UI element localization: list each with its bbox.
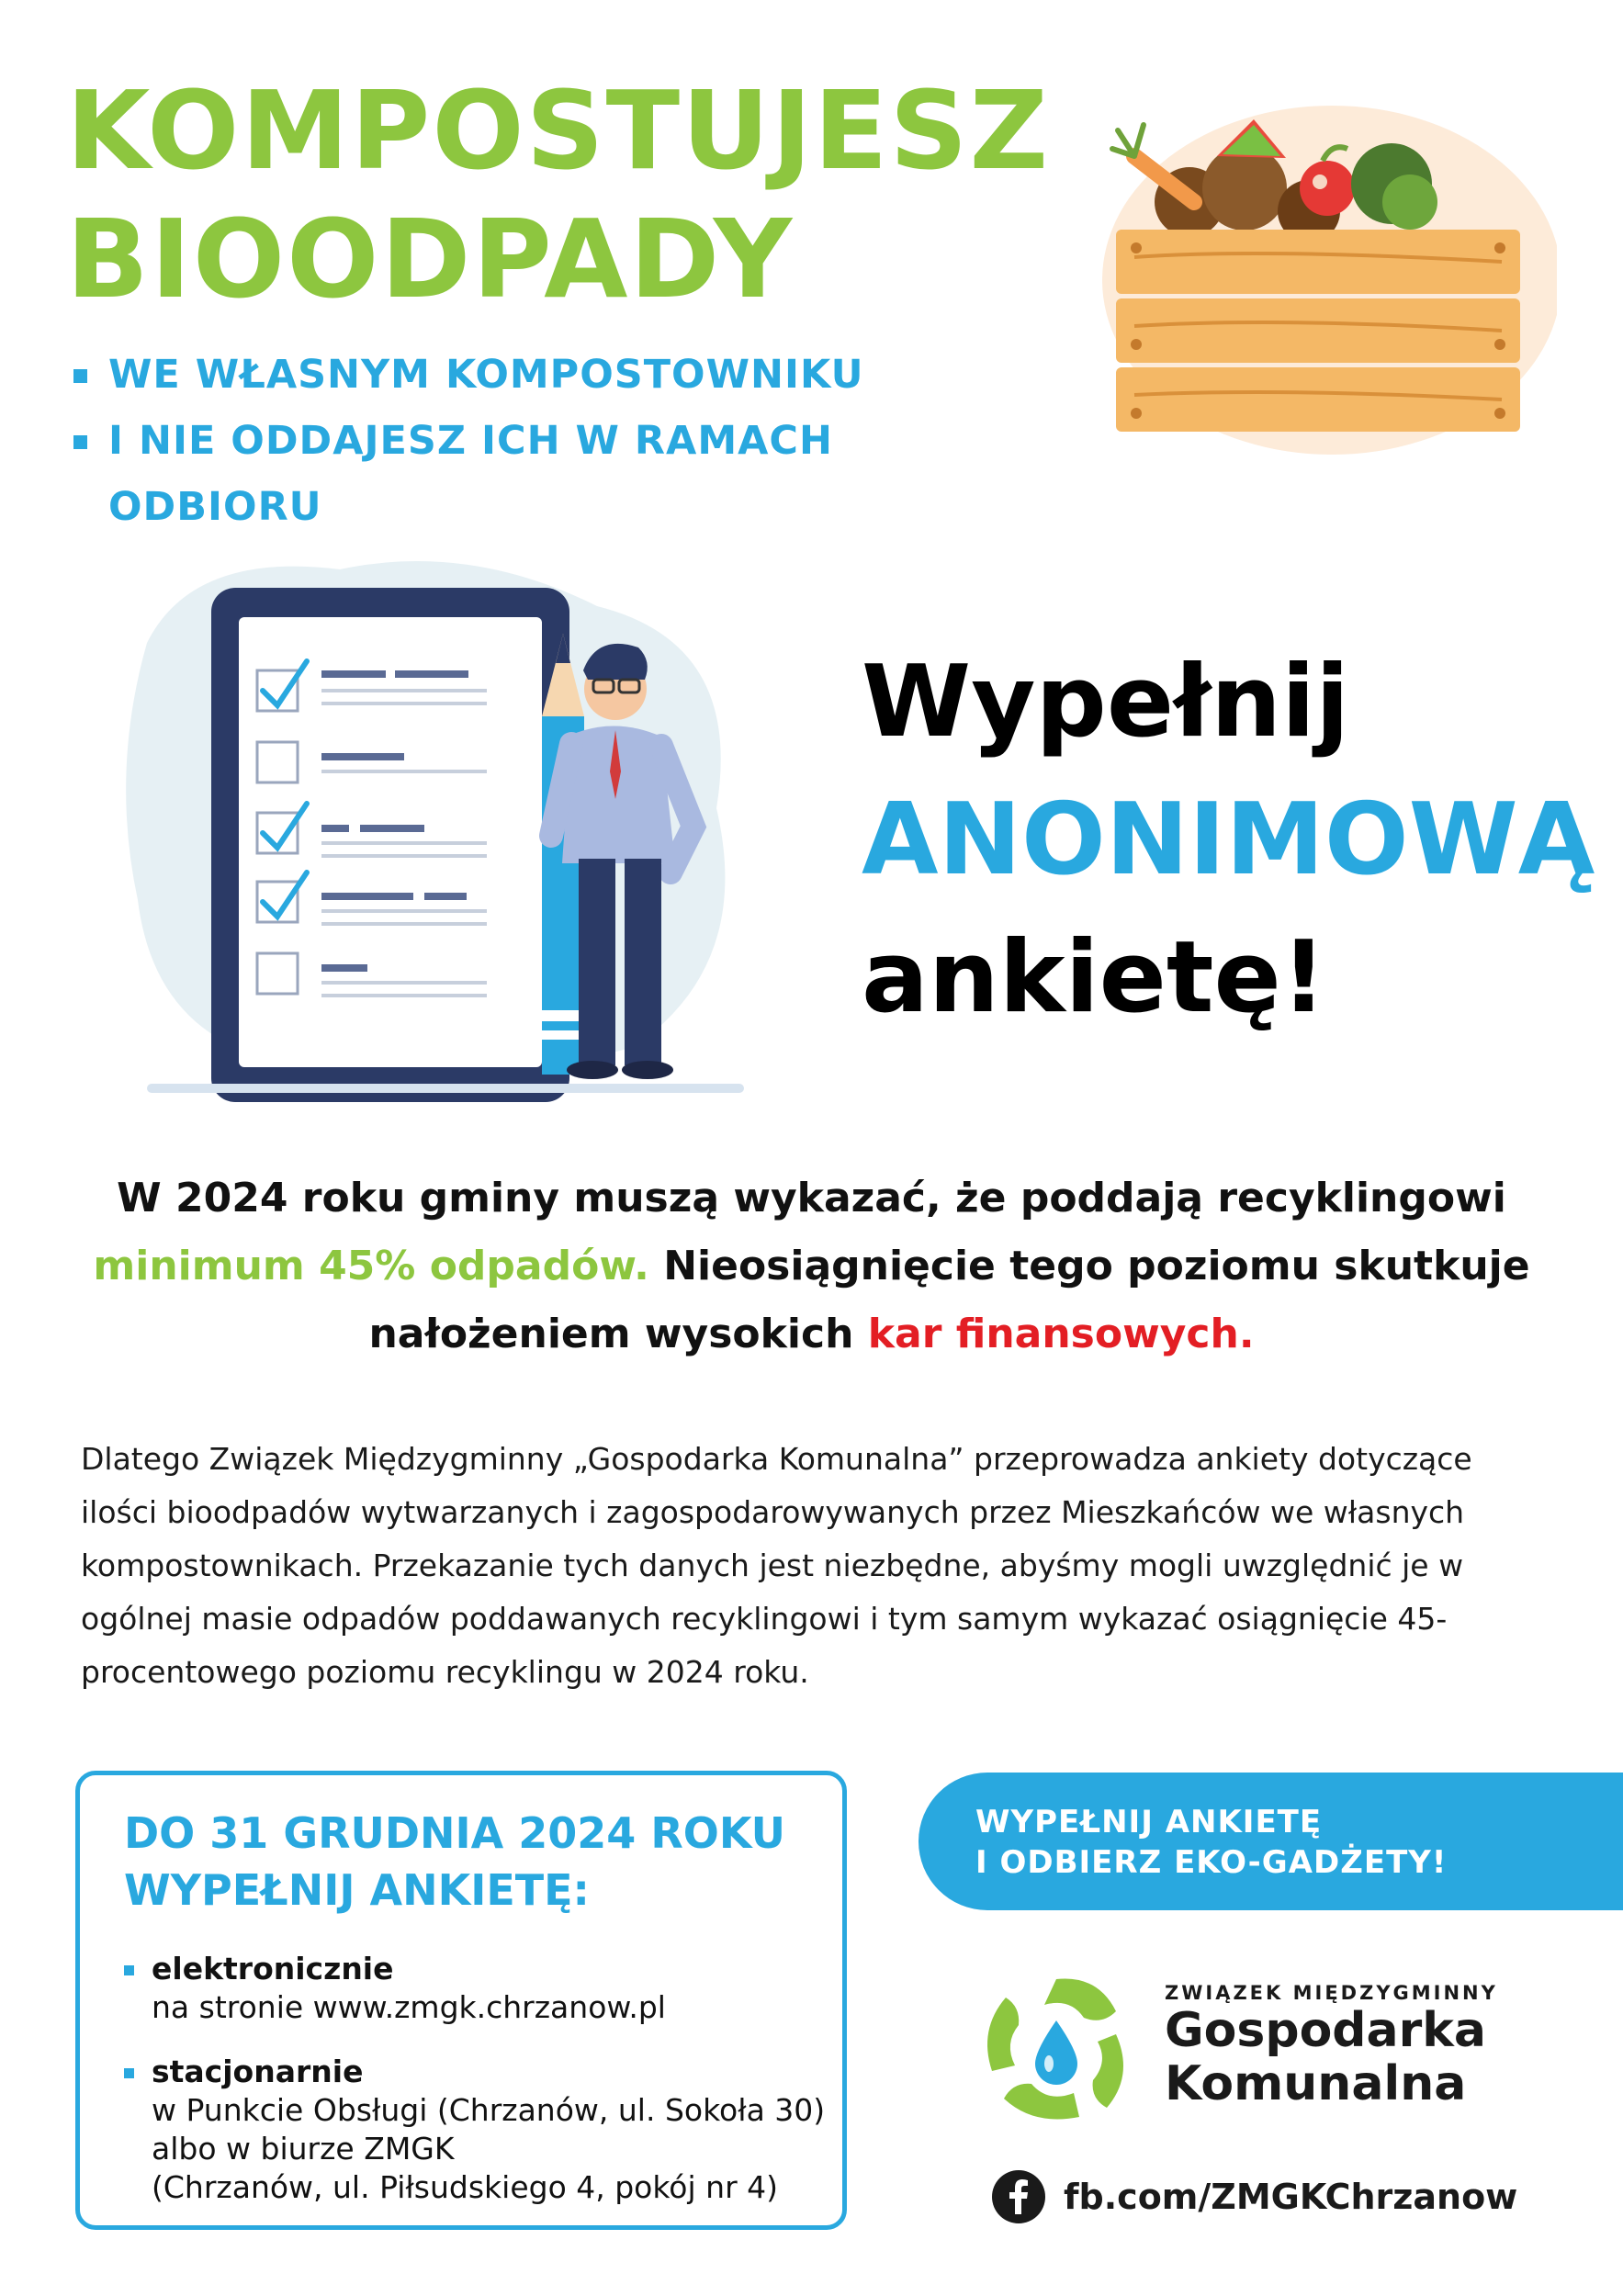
lead-part-1: W 2024 roku gminy muszą wykazać, że poddają recyklingowi — [117, 1175, 1506, 1221]
header-bullets — [73, 342, 1047, 530]
survey-checklist-illustration — [119, 533, 781, 1102]
bullet-item: I NIE ODDAJESZ ICH W RAMACH ODBIORU — [73, 408, 1047, 474]
deadline-title-line-1: DO 31 GRUDNIA 2024 ROKU — [124, 1808, 786, 1858]
facebook-link[interactable] — [992, 2170, 1543, 2225]
zmgk-logo-icon — [978, 1970, 1134, 2126]
item-line: na stronie www.zmgk.chrzanow.pl — [152, 1989, 666, 2025]
banner-text — [975, 1802, 1609, 1883]
survey-callout — [862, 634, 1595, 1047]
deadline-title-line-2: WYPEŁNIJ ANKIETĘ: — [124, 1865, 590, 1915]
eco-gadgets-banner — [919, 1773, 1623, 1910]
compost-crate-illustration — [1079, 101, 1557, 468]
title-line-1: KOMPOSTUJESZ — [66, 67, 1051, 194]
lead-part-2: Nieosiągnięcie tego poziomu skutkuje nałożeniem wysokich — [368, 1243, 1530, 1357]
list-item — [124, 2053, 859, 2207]
callout-line-3: ankietę! — [862, 920, 1326, 1035]
lead-statement — [55, 1165, 1568, 1368]
logo-line-1: Gospodarka — [1165, 2003, 1486, 2058]
lead-highlight-red: kar finansowych. — [867, 1311, 1255, 1357]
deadline-box — [75, 1771, 847, 2230]
list-item — [124, 1950, 859, 2027]
item-line: w Punkcie Obsługi (Chrzanów, ul. Sokoła 30) — [152, 2092, 826, 2128]
item-line: (Chrzanów, ul. Piłsudskiego 4, pokój nr 4) — [152, 2169, 778, 2205]
title-line-2: BIOODPADY — [66, 196, 795, 322]
facebook-url[interactable]: fb.com/ZMGKChrzanow — [1064, 2177, 1518, 2217]
callout-line-2: ANONIMOWĄ — [862, 782, 1595, 897]
lead-highlight-green: minimum 45% odpadów. — [93, 1243, 649, 1289]
bullet-item: WE WŁASNYM KOMPOSTOWNIKU — [73, 342, 1047, 408]
item-label: stacjonarnie — [152, 2054, 364, 2089]
logo-small-text: ZWIĄZEK MIĘDZYGMINNY — [1165, 1982, 1498, 2004]
logo-line-2: Komunalna — [1165, 2056, 1467, 2111]
page-title — [66, 66, 1051, 323]
deadline-title — [124, 1805, 822, 1919]
zmgk-logo-text — [1165, 1982, 1587, 2110]
body-paragraph: Dlatego Związek Międzygminny „Gospodarka Komunalna” przeprowadza ankiety dotyczące ilości bioodpadów wytwarzanych i zagospodarowywanych przez Mieszkańców we własnych kompostownikach. Przekazanie tych danych jest niezbędne, abyśmy mogli uwzględnić je w ogólnej masie odpadów poddawanych recyklingowi i tym samym wykazać osiągnięcie 45-procentowego poziomu recyklingu w 2024 roku. — [81, 1441, 1472, 1690]
facebook-icon — [992, 2170, 1045, 2223]
item-line: albo w biurze ZMGK — [152, 2131, 455, 2167]
item-label: elektronicznie — [152, 1951, 394, 1986]
banner-line-2: I ODBIERZ EKO-GADŻETY! — [975, 1844, 1448, 1881]
banner-line-1: WYPEŁNIJ ANKIETĘ — [975, 1804, 1323, 1840]
callout-line-1: Wypełnij — [862, 645, 1350, 760]
